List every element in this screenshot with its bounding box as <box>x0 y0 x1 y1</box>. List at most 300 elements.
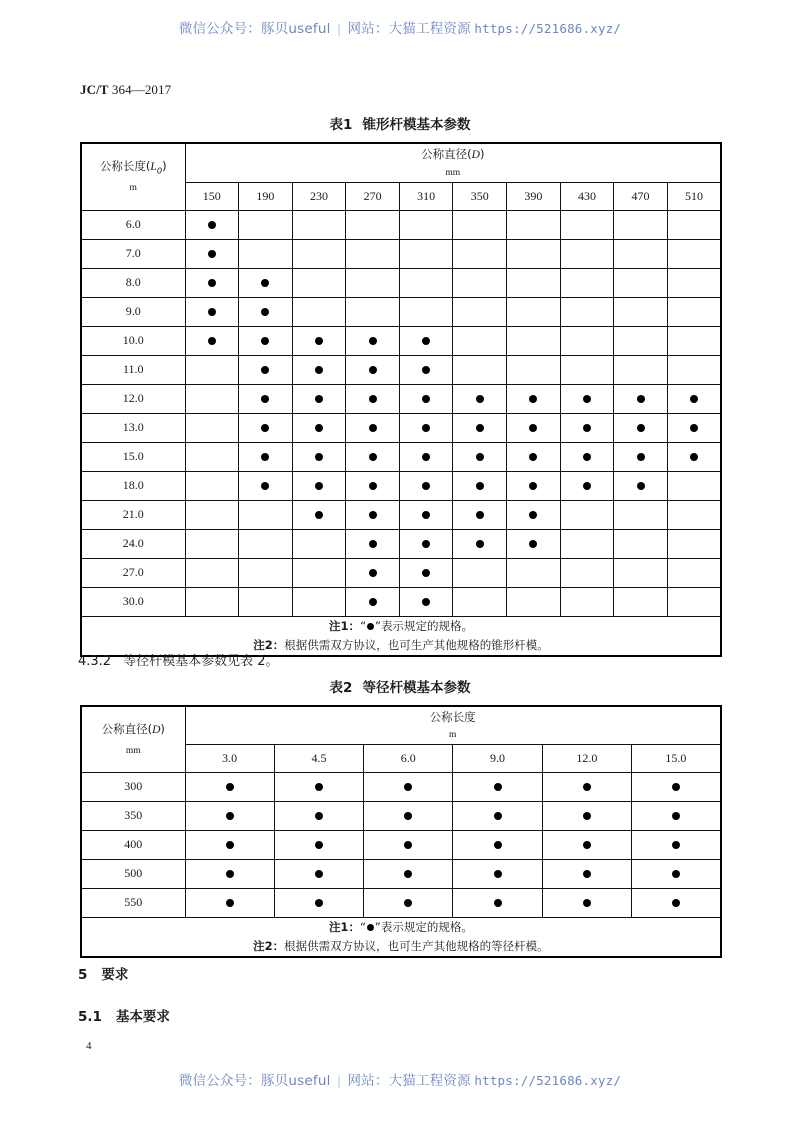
spec-cell-empty <box>185 500 239 529</box>
table2-group-header-text: 公称长度 <box>429 710 476 724</box>
spec-cell-empty <box>453 587 507 616</box>
filled-circle-icon <box>208 221 216 229</box>
filled-circle-icon <box>315 841 323 849</box>
table1-note1-quote-open: “ <box>360 618 367 633</box>
spec-cell-empty <box>667 529 721 558</box>
spec-cell-empty <box>292 210 346 239</box>
filled-circle-icon <box>261 453 269 461</box>
spec-cell-empty <box>292 297 346 326</box>
spec-cell-marked <box>274 888 363 917</box>
filled-circle-icon <box>261 366 269 374</box>
spec-cell-marked <box>346 529 400 558</box>
spec-cell-marked <box>292 326 346 355</box>
filled-circle-icon <box>637 482 645 490</box>
filled-circle-icon <box>422 598 430 606</box>
table1-row-label: 10.0 <box>81 326 185 355</box>
filled-circle-icon <box>672 812 680 820</box>
table2-column-header: 4.5 <box>274 744 363 772</box>
filled-circle-icon <box>315 899 323 907</box>
spec-cell-marked <box>185 326 239 355</box>
table1-row-label: 13.0 <box>81 413 185 442</box>
filled-circle-icon <box>226 812 234 820</box>
spec-cell-marked <box>399 471 453 500</box>
spec-cell-marked <box>346 500 400 529</box>
spec-cell-empty <box>560 587 614 616</box>
spec-cell-marked <box>399 529 453 558</box>
spec-cell-marked <box>346 587 400 616</box>
spec-cell-marked <box>453 888 542 917</box>
filled-circle-icon <box>529 424 537 432</box>
table2-note2-text: 根据供需双方协议，也可生产其他规格的等径杆模。 <box>284 938 549 953</box>
table2-notes-row <box>81 917 721 956</box>
spec-cell-empty <box>185 355 239 384</box>
filled-circle-icon <box>583 870 591 878</box>
spec-cell-marked <box>631 830 720 859</box>
table2-equal-diameter-pole-mold-parameters <box>80 705 722 958</box>
spec-cell-marked <box>507 442 561 471</box>
spec-cell-empty <box>399 239 453 268</box>
table1-note2-label: 注2： <box>253 637 285 652</box>
filled-circle-icon <box>226 841 234 849</box>
spec-cell-empty <box>560 239 614 268</box>
filled-circle-icon <box>672 899 680 907</box>
spec-cell-empty <box>560 297 614 326</box>
table2-row-label: 300 <box>81 772 185 801</box>
spec-cell-empty <box>239 587 293 616</box>
spec-cell-empty <box>399 210 453 239</box>
filled-circle-icon <box>476 511 484 519</box>
table-row <box>81 442 721 471</box>
spec-cell-marked <box>346 442 400 471</box>
spec-cell-empty <box>614 239 668 268</box>
spec-cell-empty <box>185 413 239 442</box>
table1-caption-number: 表1 <box>329 117 353 133</box>
spec-cell-marked <box>292 500 346 529</box>
table1-group-header-text: 公称直径( <box>421 147 472 161</box>
spec-cell-empty <box>614 355 668 384</box>
spec-cell-empty <box>507 355 561 384</box>
filled-circle-icon <box>226 783 234 791</box>
section-5-1-heading <box>78 1005 170 1025</box>
table1-row-label: 11.0 <box>81 355 185 384</box>
filled-circle-icon <box>404 899 412 907</box>
spec-cell-marked <box>346 384 400 413</box>
watermark-site-label: 网站： <box>347 21 389 37</box>
table2-stub-unit: mm <box>125 745 141 756</box>
spec-cell-marked <box>274 859 363 888</box>
spec-cell-marked <box>399 384 453 413</box>
spec-cell-marked <box>364 888 453 917</box>
spec-cell-empty <box>239 210 293 239</box>
filled-circle-icon <box>369 482 377 490</box>
filled-circle-icon <box>369 511 377 519</box>
spec-cell-empty <box>507 210 561 239</box>
watermark-separator: | <box>337 21 341 36</box>
spec-cell-marked <box>453 442 507 471</box>
spec-cell-empty <box>292 239 346 268</box>
filled-circle-icon <box>369 598 377 606</box>
table2-stub-header <box>81 706 185 772</box>
spec-cell-marked <box>239 471 293 500</box>
spec-cell-empty <box>560 500 614 529</box>
filled-circle-icon <box>422 366 430 374</box>
spec-cell-empty <box>292 587 346 616</box>
spec-cell-empty <box>560 355 614 384</box>
table1-column-header: 230 <box>292 182 346 210</box>
table2-row-label: 350 <box>81 801 185 830</box>
spec-cell-empty <box>560 326 614 355</box>
spec-cell-empty <box>453 326 507 355</box>
spec-cell-empty <box>560 529 614 558</box>
spec-cell-marked <box>542 888 631 917</box>
table2-foot <box>81 917 721 956</box>
table2-notes <box>81 917 721 956</box>
spec-cell-empty <box>507 587 561 616</box>
table1-stub-unit: m <box>129 183 137 194</box>
table1-stub-header <box>81 143 185 210</box>
watermark-wechat-label: 微信公众号： <box>178 21 262 37</box>
filled-circle-icon <box>422 482 430 490</box>
spec-cell-marked <box>346 471 400 500</box>
filled-circle-icon <box>261 482 269 490</box>
table2-column-header: 3.0 <box>185 744 274 772</box>
spec-cell-marked <box>364 859 453 888</box>
spec-cell-marked <box>560 413 614 442</box>
spec-cell-marked <box>185 830 274 859</box>
filled-circle-icon <box>422 511 430 519</box>
table2-column-header: 15.0 <box>631 744 720 772</box>
filled-circle-icon <box>208 308 216 316</box>
table1-caption <box>0 113 800 133</box>
filled-circle-icon <box>315 870 323 878</box>
spec-cell-marked <box>542 830 631 859</box>
spec-cell-empty <box>560 210 614 239</box>
table1-row-label: 9.0 <box>81 297 185 326</box>
table2-caption-title: 等径杆模基本参数 <box>362 680 471 696</box>
spec-cell-empty <box>667 239 721 268</box>
spec-cell-marked <box>631 888 720 917</box>
spec-cell-marked <box>631 801 720 830</box>
filled-circle-icon <box>583 482 591 490</box>
spec-cell-empty <box>560 558 614 587</box>
filled-circle-icon <box>261 279 269 287</box>
filled-circle-icon <box>315 783 323 791</box>
spec-cell-empty <box>185 558 239 587</box>
spec-cell-marked <box>542 859 631 888</box>
spec-cell-marked <box>399 442 453 471</box>
spec-cell-marked <box>346 326 400 355</box>
table-row <box>81 529 721 558</box>
filled-circle-icon <box>476 395 484 403</box>
filled-circle-icon <box>690 424 698 432</box>
spec-cell-marked <box>399 355 453 384</box>
table-row <box>81 471 721 500</box>
table2-note-2 <box>82 937 720 956</box>
table-row <box>81 355 721 384</box>
table-row <box>81 239 721 268</box>
spec-cell-marked <box>614 413 668 442</box>
table1-stub-subscript: 0 <box>156 165 163 176</box>
spec-cell-empty <box>614 297 668 326</box>
table1-column-header: 510 <box>667 182 721 210</box>
document-code-number: 364—2017 <box>108 82 172 97</box>
spec-cell-marked <box>667 413 721 442</box>
table2-note-1 <box>82 918 720 937</box>
filled-circle-icon <box>208 279 216 287</box>
filled-circle-icon <box>208 250 216 258</box>
spec-cell-marked <box>185 859 274 888</box>
watermark-separator: | <box>337 1073 341 1088</box>
spec-cell-marked <box>292 471 346 500</box>
filled-circle-icon <box>261 395 269 403</box>
filled-circle-icon <box>369 540 377 548</box>
filled-circle-icon <box>529 540 537 548</box>
table2-group-unit: m <box>448 730 457 741</box>
spec-cell-empty <box>667 500 721 529</box>
table-row <box>81 500 721 529</box>
watermark-bottom <box>0 1069 800 1089</box>
table1-row-label: 21.0 <box>81 500 185 529</box>
table2-row-label: 500 <box>81 859 185 888</box>
spec-cell-empty <box>185 442 239 471</box>
spec-cell-marked <box>399 587 453 616</box>
filled-circle-icon <box>226 870 234 878</box>
spec-cell-marked <box>453 859 542 888</box>
filled-circle-icon <box>476 424 484 432</box>
table1-body <box>81 210 721 616</box>
spec-cell-empty <box>614 529 668 558</box>
spec-cell-marked <box>560 384 614 413</box>
table1-head <box>81 143 721 210</box>
spec-cell-marked <box>292 355 346 384</box>
filled-circle-icon <box>690 395 698 403</box>
watermark-wechat-label: 微信公众号： <box>178 1073 262 1089</box>
spec-cell-marked <box>453 413 507 442</box>
watermark-site-label: 网站： <box>347 1073 389 1089</box>
spec-cell-marked <box>453 500 507 529</box>
spec-cell-marked <box>364 801 453 830</box>
table2-note1-quote-open: “ <box>359 919 366 934</box>
table1-stub-header-close: ) <box>162 159 167 174</box>
table-row <box>81 413 721 442</box>
spec-cell-empty <box>667 471 721 500</box>
spec-cell-marked <box>239 355 293 384</box>
filled-circle-icon <box>315 337 323 345</box>
table-row <box>81 587 721 616</box>
table2-header-row-1 <box>81 706 721 744</box>
filled-circle-icon <box>529 395 537 403</box>
filled-circle-icon <box>315 812 323 820</box>
filled-circle-icon <box>367 924 374 931</box>
spec-cell-marked <box>239 326 293 355</box>
section-5-number: 5 <box>78 967 88 983</box>
filled-circle-icon <box>494 812 502 820</box>
spec-cell-marked <box>507 384 561 413</box>
spec-cell-empty <box>667 558 721 587</box>
spec-cell-marked <box>507 500 561 529</box>
spec-cell-empty <box>507 558 561 587</box>
spec-cell-empty <box>185 587 239 616</box>
watermark-top <box>0 17 800 37</box>
table2-head <box>81 706 721 772</box>
table-row <box>81 830 721 859</box>
table-row <box>81 384 721 413</box>
table-row <box>81 558 721 587</box>
spec-cell-marked <box>346 413 400 442</box>
filled-circle-icon <box>404 870 412 878</box>
spec-cell-marked <box>453 471 507 500</box>
filled-circle-icon <box>369 453 377 461</box>
filled-circle-icon <box>261 424 269 432</box>
table1-column-header: 310 <box>399 182 453 210</box>
filled-circle-icon <box>690 453 698 461</box>
spec-cell-marked <box>667 442 721 471</box>
spec-cell-marked <box>631 772 720 801</box>
filled-circle-icon <box>367 623 374 630</box>
spec-cell-empty <box>239 529 293 558</box>
table1-header-row-1 <box>81 143 721 182</box>
table2-group-header <box>185 706 721 744</box>
spec-cell-empty <box>453 558 507 587</box>
spec-cell-marked <box>239 442 293 471</box>
spec-cell-empty <box>453 297 507 326</box>
watermark-account: 豚贝useful <box>261 21 331 37</box>
table1-note1-label: 注1： <box>329 618 361 633</box>
table2-note1-text: ”表示规定的规格。 <box>374 919 473 934</box>
spec-cell-empty <box>399 268 453 297</box>
filled-circle-icon <box>261 308 269 316</box>
filled-circle-icon <box>583 812 591 820</box>
filled-circle-icon <box>529 453 537 461</box>
spec-cell-empty <box>560 268 614 297</box>
table1-note-1 <box>82 617 720 636</box>
table2-column-header: 12.0 <box>542 744 631 772</box>
spec-cell-empty <box>667 587 721 616</box>
spec-cell-marked <box>507 413 561 442</box>
spec-cell-marked <box>453 772 542 801</box>
spec-cell-marked <box>364 772 453 801</box>
spec-cell-marked <box>560 471 614 500</box>
filled-circle-icon <box>476 540 484 548</box>
spec-cell-marked <box>239 268 293 297</box>
filled-circle-icon <box>422 424 430 432</box>
spec-cell-marked <box>185 268 239 297</box>
filled-circle-icon <box>369 569 377 577</box>
table1-row-label: 24.0 <box>81 529 185 558</box>
filled-circle-icon <box>637 453 645 461</box>
spec-cell-marked <box>346 355 400 384</box>
table-row <box>81 859 721 888</box>
spec-cell-marked <box>507 471 561 500</box>
spec-cell-marked <box>185 888 274 917</box>
filled-circle-icon <box>583 841 591 849</box>
spec-cell-marked <box>364 830 453 859</box>
spec-cell-marked <box>274 830 363 859</box>
filled-circle-icon <box>422 395 430 403</box>
filled-circle-icon <box>637 395 645 403</box>
spec-cell-marked <box>274 801 363 830</box>
table1-column-header: 190 <box>239 182 293 210</box>
watermark-url: https://521686.xyz/ <box>474 21 622 36</box>
filled-circle-icon <box>369 337 377 345</box>
table2-row-label: 550 <box>81 888 185 917</box>
filled-circle-icon <box>494 783 502 791</box>
spec-cell-marked <box>453 384 507 413</box>
table2-stub-header-text: 公称直径( <box>101 721 153 736</box>
table1-row-label: 18.0 <box>81 471 185 500</box>
spec-cell-empty <box>453 239 507 268</box>
filled-circle-icon <box>672 841 680 849</box>
spec-cell-marked <box>614 384 668 413</box>
table1-column-header: 350 <box>453 182 507 210</box>
table-row <box>81 268 721 297</box>
filled-circle-icon <box>404 783 412 791</box>
spec-cell-marked <box>239 384 293 413</box>
spec-cell-marked <box>399 326 453 355</box>
spec-cell-empty <box>453 210 507 239</box>
table1-note2-text: 根据供需双方协议，也可生产其他规格的锥形杆模。 <box>284 637 549 652</box>
table2-row-label: 400 <box>81 830 185 859</box>
table1-row-label: 12.0 <box>81 384 185 413</box>
filled-circle-icon <box>315 453 323 461</box>
table-row <box>81 772 721 801</box>
document-code <box>80 82 171 98</box>
page-number: 4 <box>86 1040 92 1052</box>
table1-column-header: 430 <box>560 182 614 210</box>
spec-cell-empty <box>614 268 668 297</box>
spec-cell-empty <box>239 500 293 529</box>
filled-circle-icon <box>422 337 430 345</box>
table1-group-unit: mm <box>445 168 461 179</box>
spec-cell-empty <box>292 268 346 297</box>
spec-cell-empty <box>507 326 561 355</box>
table1-row-label: 7.0 <box>81 239 185 268</box>
table1-note1-text: ”表示规定的规格。 <box>375 618 473 633</box>
spec-cell-marked <box>274 772 363 801</box>
section-5-title: 要求 <box>101 967 129 983</box>
spec-cell-empty <box>507 239 561 268</box>
spec-cell-empty <box>346 210 400 239</box>
spec-cell-empty <box>346 297 400 326</box>
filled-circle-icon <box>494 899 502 907</box>
document-code-prefix: JC/T <box>80 82 109 97</box>
filled-circle-icon <box>422 453 430 461</box>
table1-column-header: 150 <box>185 182 239 210</box>
spec-cell-empty <box>667 297 721 326</box>
filled-circle-icon <box>315 366 323 374</box>
spec-cell-marked <box>453 830 542 859</box>
spec-cell-marked <box>542 801 631 830</box>
spec-cell-marked <box>399 413 453 442</box>
table-row <box>81 888 721 917</box>
spec-cell-marked <box>399 500 453 529</box>
filled-circle-icon <box>315 395 323 403</box>
spec-cell-marked <box>185 297 239 326</box>
spec-cell-empty <box>346 268 400 297</box>
spec-cell-empty <box>453 355 507 384</box>
table1-caption-title: 锥形杆模基本参数 <box>362 117 471 133</box>
table-row <box>81 801 721 830</box>
filled-circle-icon <box>476 453 484 461</box>
table2-stub-header-close: ) <box>160 721 165 736</box>
spec-cell-empty <box>292 529 346 558</box>
spec-cell-marked <box>614 442 668 471</box>
table2-column-header: 9.0 <box>453 744 542 772</box>
table1-row-label: 8.0 <box>81 268 185 297</box>
spec-cell-empty <box>453 268 507 297</box>
table2-caption-number: 表2 <box>329 680 353 696</box>
filled-circle-icon <box>529 511 537 519</box>
